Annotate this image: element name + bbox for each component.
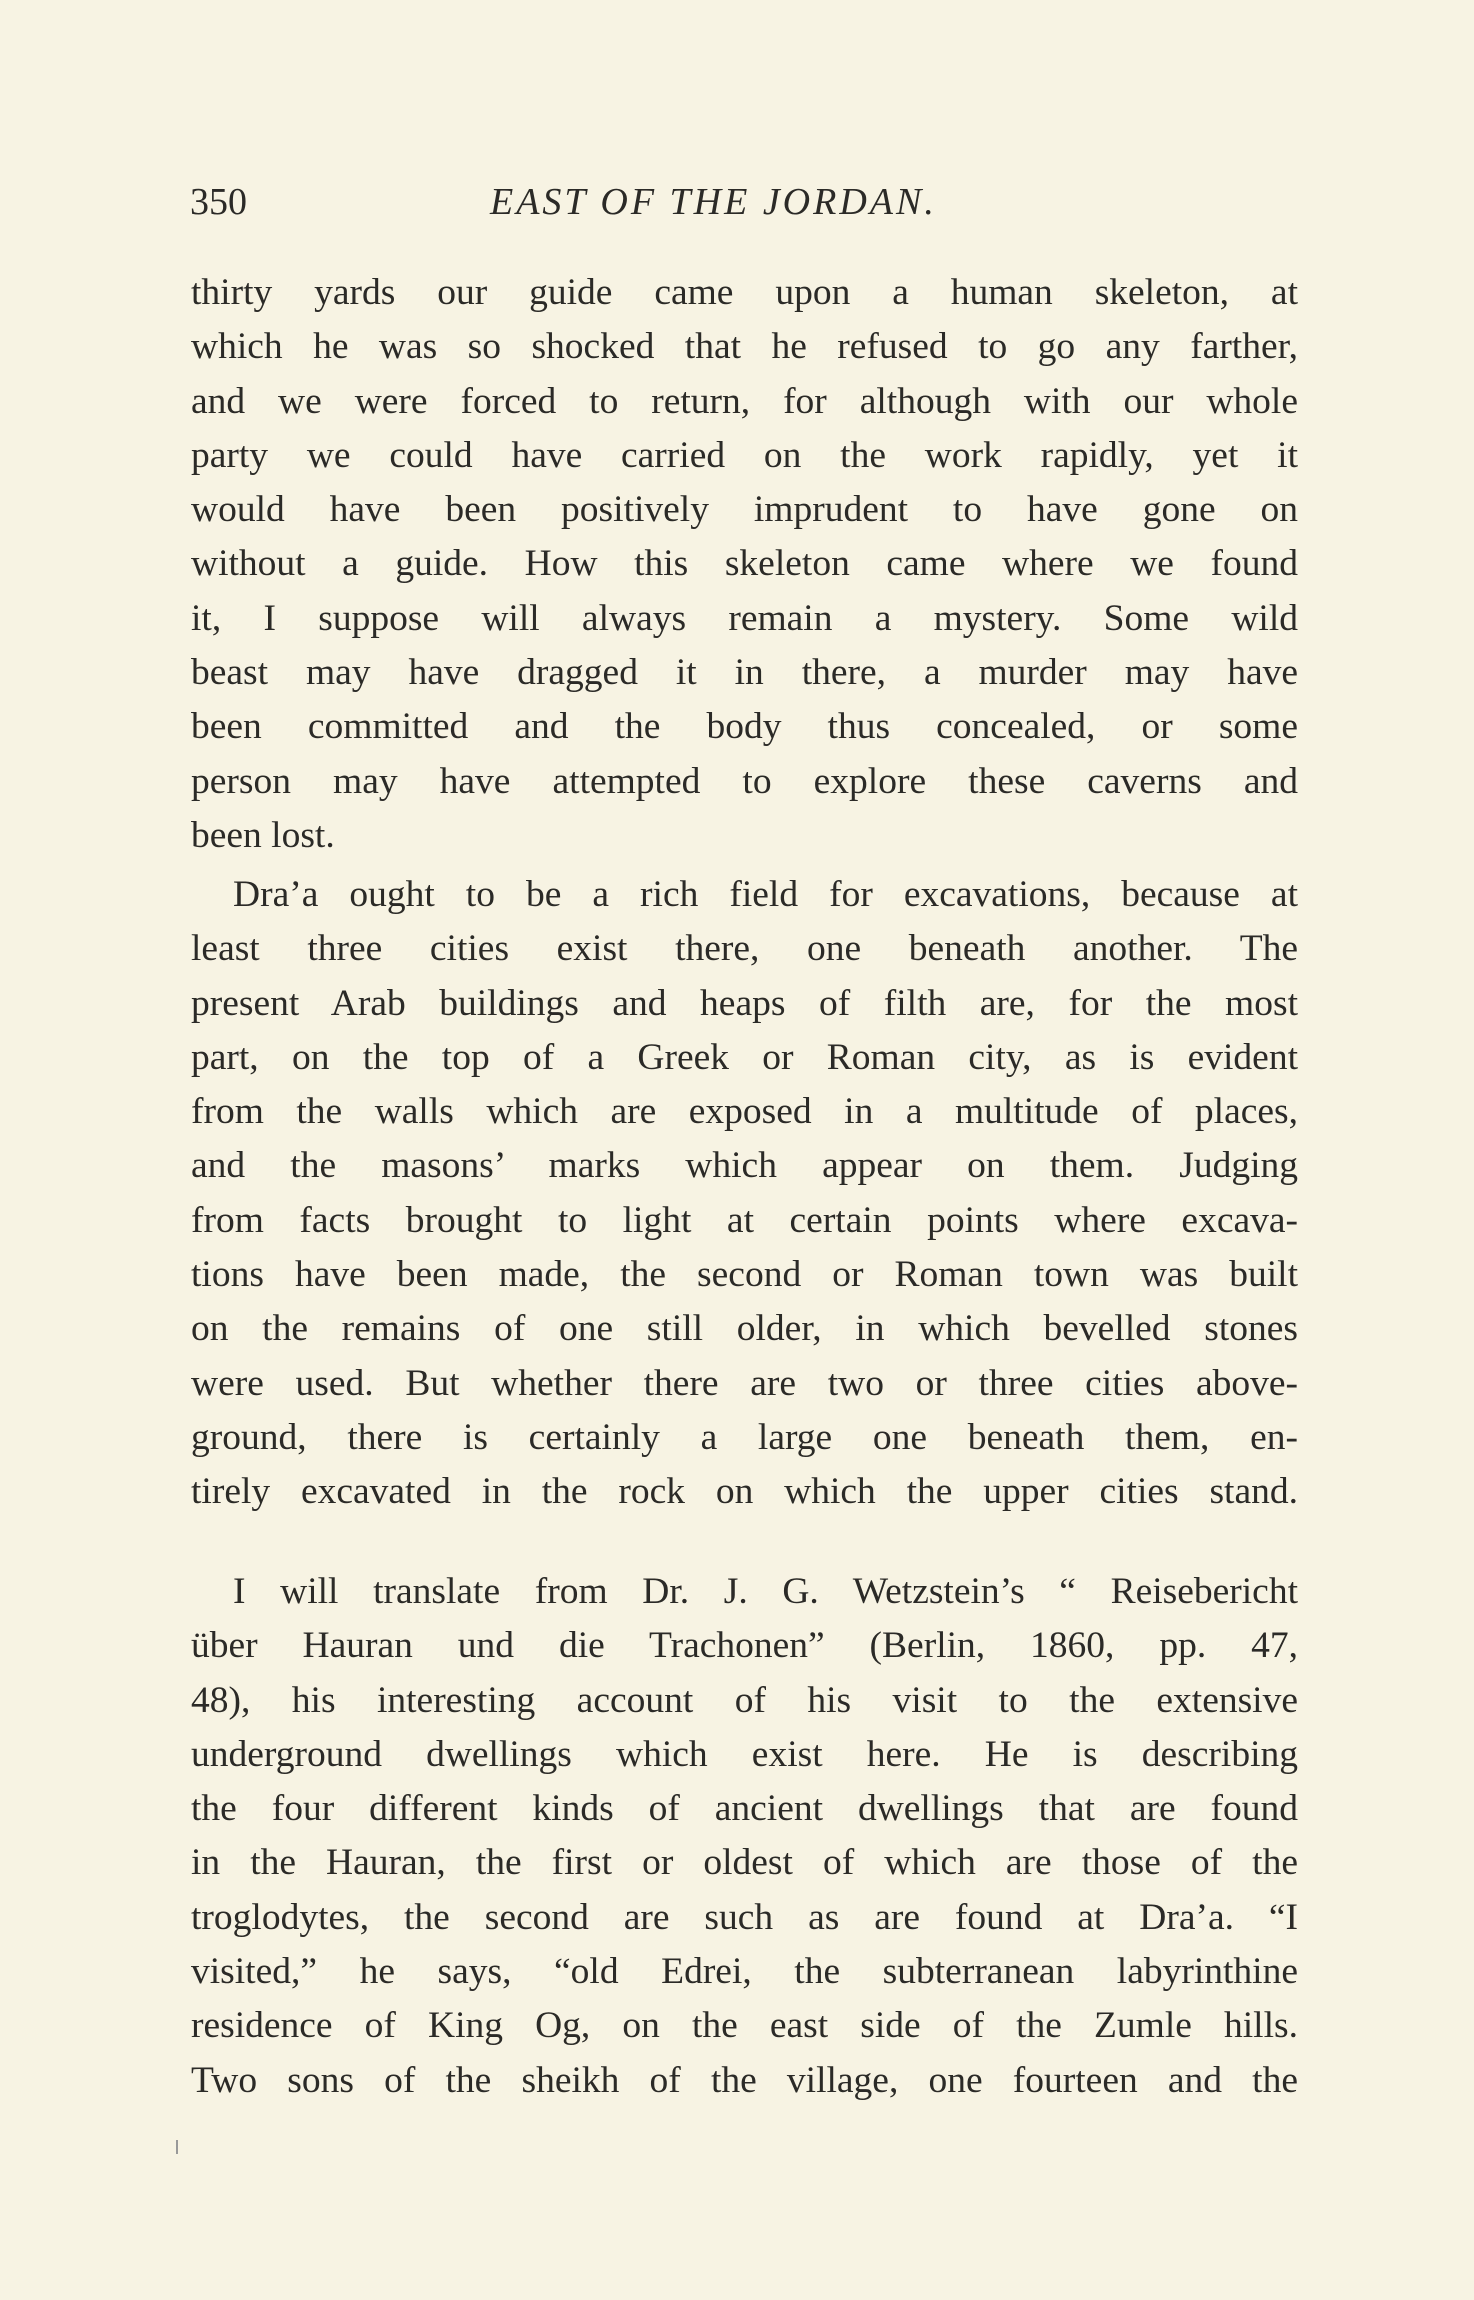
text-line: visited,” he says, “old Edrei, the subterranean labyrinthine	[191, 1951, 1298, 1993]
text-line: tirely excavated in the rock on which the upper cities stand.	[191, 1471, 1298, 1513]
text-line: tions have been made, the second or Roman town was built	[191, 1254, 1298, 1296]
text-line: person may have attempted to explore these caverns and	[191, 760, 1298, 802]
text-line: 48), his interesting account of his visit to the extensive	[191, 1679, 1298, 1721]
text-line: without a guide. How this skeleton came where we found	[191, 543, 1298, 585]
text-line: Dra’a ought to be a rich field for excavations, because at	[233, 874, 1298, 915]
text-line: been committed and the body thus concealed, or some	[191, 706, 1298, 748]
text-line: would have been positively imprudent to have gone on	[191, 489, 1298, 531]
text-line: in the Hauran, the first or oldest of which are those of the	[191, 1842, 1298, 1884]
text-line: and we were forced to return, for although with our whole	[191, 380, 1298, 422]
text-line: Two sons of the sheikh of the village, one fourteen and the	[191, 2059, 1298, 2101]
text-line: über Hauran und die Trachonen” (Berlin, 1860, pp. 47,	[191, 1625, 1298, 1667]
text-line: thirty yards our guide came upon a human skeleton, at	[191, 272, 1298, 313]
text-line: the four different kinds of ancient dwellings that are found	[191, 1788, 1298, 1830]
scan-mark	[176, 2140, 178, 2154]
text-line: part, on the top of a Greek or Roman city, as is evident	[191, 1036, 1298, 1078]
text-line: on the remains of one still older, in which bevelled stones	[191, 1308, 1298, 1350]
text-line: and the masons’ marks which appear on them. Judging	[191, 1145, 1298, 1187]
text-line: were used. But whether there are two or three cities above-	[191, 1362, 1298, 1404]
running-title: EAST OF THE JORDAN.	[490, 181, 937, 223]
text-line: party we could have carried on the work rapidly, yet it	[191, 434, 1298, 476]
text-line: which he was so shocked that he refused to go any farther,	[191, 326, 1298, 368]
text-line: I will translate from Dr. J. G. Wetzstein’s “ Reisebericht	[233, 1571, 1298, 1612]
text-line: beast may have dragged it in there, a murder may have	[191, 652, 1298, 694]
text-line: ground, there is certainly a large one beneath them, en-	[191, 1416, 1298, 1458]
text-line: least three cities exist there, one beneath another. The	[191, 928, 1298, 970]
text-line: residence of King Og, on the east side of the Zumle hills.	[191, 2005, 1298, 2047]
text-line: troglodytes, the second are such as are found at Dra’a. “I	[191, 1896, 1298, 1938]
paragraph-1	[191, 266, 1298, 863]
text-line: from facts brought to light at certain points where excava-	[191, 1199, 1298, 1241]
text-line: underground dwellings which exist here. He is describing	[191, 1733, 1298, 1775]
page-number: 350	[190, 181, 247, 223]
text-line: present Arab buildings and heaps of filth are, for the most	[191, 982, 1298, 1024]
paragraph-2	[191, 868, 1298, 1520]
text-line: it, I suppose will always remain a mystery. Some wild	[191, 597, 1298, 639]
paragraph-3	[191, 1565, 1298, 2108]
text-line: from the walls which are exposed in a multitude of places,	[191, 1091, 1298, 1133]
text-line: been lost.	[191, 814, 335, 856]
